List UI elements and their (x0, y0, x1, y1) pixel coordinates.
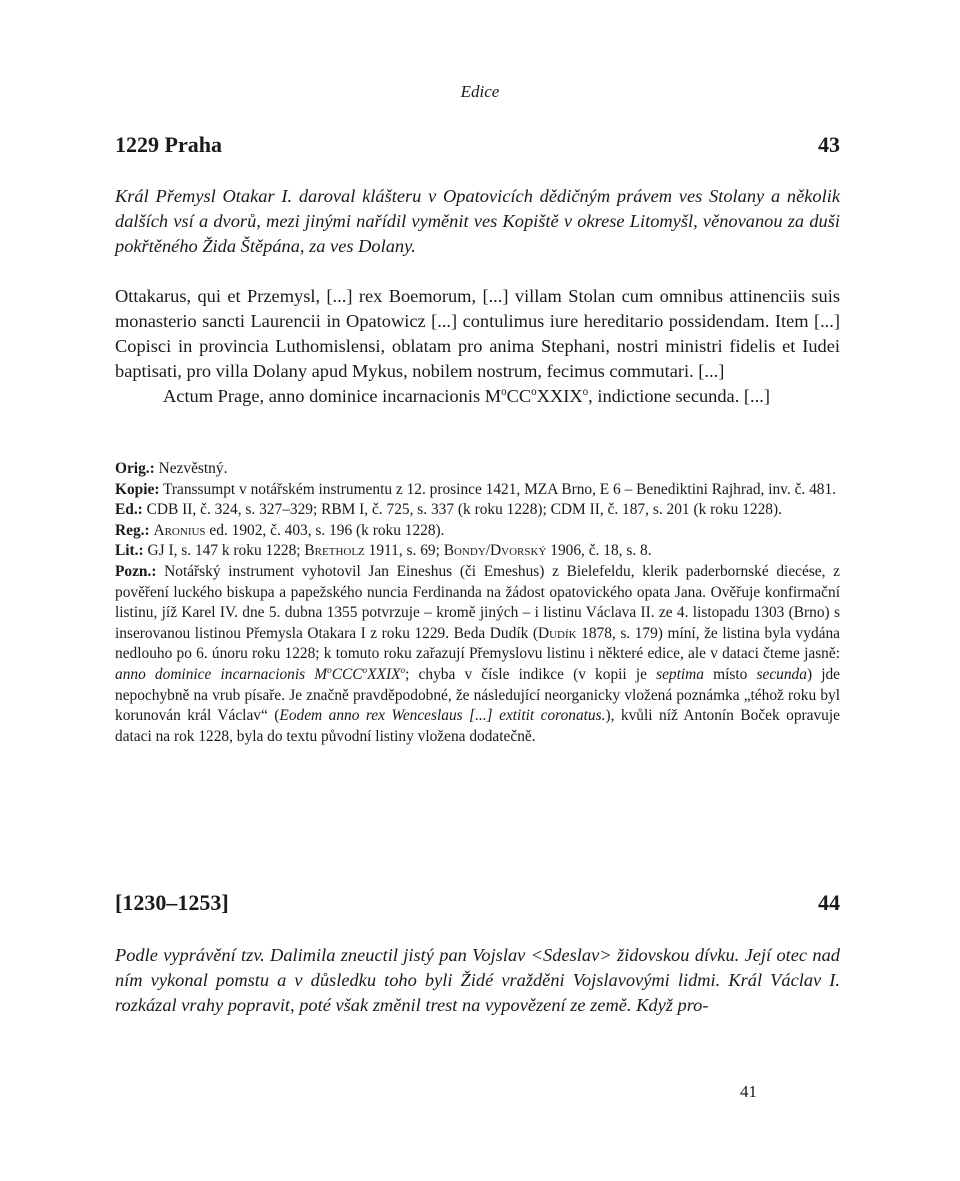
apparatus-value: 1906, č. 18, s. 8. (546, 542, 652, 560)
apparatus-value: ), kvůli níž Antonín Boček opravuje dataci na rok 1228, byla do textu původní listiny vložena dodatečně. (115, 707, 840, 745)
entry-43-text-paragraph: Ottakarus, qui et Przemysl, [...] rex Boemorum, [...] villam Stolan cum omnibus attinenciis suis monasterio sancti Laurencii in Opatowicz [...] contulimus iure hereditario possidendam. Item [...] Copisci in provincia Luthomislensi, oblatam pro anima Stephani, nostri ministri fidelis et Iudei baptisati, pro villa Dolany apud Mykus, nobilem nostrum, fecimus commutari. [...] (115, 286, 840, 381)
entry-43-dating-clause (115, 384, 840, 409)
apparatus-value: 1911, s. 69; (364, 542, 444, 560)
apparatus-value: místo (703, 665, 757, 683)
superscript-o: o (531, 385, 537, 398)
apparatus-lit (115, 541, 840, 562)
entry-43-edited-text (115, 284, 840, 409)
apparatus-value: ed. 1902, č. 403, s. 196 (k roku 1228). (205, 521, 445, 539)
entry-44-heading (115, 890, 840, 916)
apparatus-reg (115, 521, 840, 542)
apparatus-value: ; chyba v čísle indikce (v kopii je (405, 665, 657, 683)
entry-43-number: 43 (818, 132, 840, 157)
entry-43-regest: Král Přemysl Otakar I. daroval klášteru v Opatovicích dědičným právem ves Stolany a několik dalších vsí a dvorů, mezi jinými nařídil vyměnit ves Kopiště v okrese Litomyšl, věnovanou za duši pokřtěného Žida Štěpána, za ves Dolany. (115, 186, 840, 256)
apparatus-value: CDB II, č. 324, s. 327–329; RBM I, č. 725, s. 337 (k roku 1228); CDM II, č. 187, s. 201 (k roku 1228). (146, 501, 782, 519)
author-name: Bondy/Dvorský (443, 542, 547, 560)
dating-numeral-cc: CC (506, 386, 532, 406)
entry-43-heading (115, 132, 840, 158)
italic-word: secunda (756, 665, 807, 683)
italic-word: septima (656, 665, 704, 683)
apparatus-label: Ed.: (115, 501, 143, 519)
italic-quote: Eodem anno rex Wenceslaus [...] extitit coronatus. (279, 707, 606, 725)
apparatus-value: Nezvěstný. (158, 460, 228, 477)
italic-quote-part: anno dominice incarnacionis M (115, 665, 328, 683)
apparatus-value: ) jde nepochybně na vrub písaře. Je značně pravděpodobné, že následující neorganicky vložená poznámka „téhož roku byl korunován král Václav“ ( (115, 665, 841, 725)
apparatus-value: GJ I, s. 147 k roku 1228; (147, 542, 305, 560)
italic-quote-part: CCC (331, 665, 363, 683)
entry-43-date-place: 1229 Praha (115, 132, 222, 157)
dating-text-end: , indictione secunda. [...] (588, 386, 770, 406)
apparatus-value: 1878, s. 179) míní, že listina byla vydána nedlouho po 6. únoru roku 1228; k tomuto roku zařazují Přemyslovu listinu i některé edice, ale v dataci čteme jasně: (115, 624, 840, 663)
apparatus-label: Orig.: (115, 460, 155, 477)
dating-numeral-xxix: XXIX (536, 386, 583, 406)
superscript-o: o (501, 385, 507, 398)
dating-text-start: Actum Prage, anno dominice incarnacionis M (163, 386, 502, 406)
apparatus-label: Lit.: (115, 542, 144, 560)
author-name: Aronius (153, 521, 206, 539)
superscript-o: o (582, 385, 589, 398)
apparatus-pozn (115, 562, 840, 747)
author-name: Bretholz (304, 542, 365, 560)
entry-44-regest: Podle vyprávění tzv. Dalimila zneuctil jistý pan Vojslav <Sdeslav> židovskou dívku. Její otec nad ním vykonal pomstu a v důsledku toho byli Židé vražděni Vojslavovými lidmi. Král Václav I. rozkázal vrahy popravit, poté však změnil trest na vypovězení ze země. Když pro- (115, 945, 840, 1015)
apparatus-ed (115, 500, 840, 521)
page-number: 41 (740, 1082, 757, 1101)
apparatus-label: Reg.: (115, 521, 150, 539)
superscript-o: o (362, 664, 368, 675)
italic-quote-part: XXIX (367, 665, 401, 683)
apparatus-value: Transsumpt v notářském instrumentu z 12. prosince 1421, MZA Brno, E 6 – Benediktini Rajhrad, inv. č. 481. (163, 480, 837, 498)
entry-44-date-range: [1230–1253] (115, 890, 229, 915)
apparatus-label: Pozn.: (115, 562, 157, 580)
apparatus-label: Kopie: (115, 480, 160, 498)
apparatus-kopie (115, 480, 840, 501)
apparatus-orig (115, 459, 840, 480)
apparatus-value: Notářský instrument vyhotovil Jan Eineshus (či Emeshus) z Bielefeldu, klerik paderbornské diecése, z pověření luckého biskupa a papežského nuncia Ferdinanda na žádost opatovického opata Jana. Ověřuje konfirmační listinu, jíž Karel IV. dne 5. dubna 1355 potvrzuje – kromě jiných – i listinu Václava II. ze 4. listopadu 1303 (Brno) s inserovanou listinou Přemysla Otakara I z roku 1229. Beda Dudík ( (115, 562, 840, 642)
entry-43-critical-apparatus (115, 459, 840, 747)
italic-quote (115, 666, 405, 683)
running-head: Edice (460, 82, 500, 101)
superscript-o: o (400, 664, 406, 675)
entry-44-number: 44 (818, 890, 840, 915)
superscript-o: o (327, 664, 332, 675)
author-name: Dudík (537, 624, 577, 642)
